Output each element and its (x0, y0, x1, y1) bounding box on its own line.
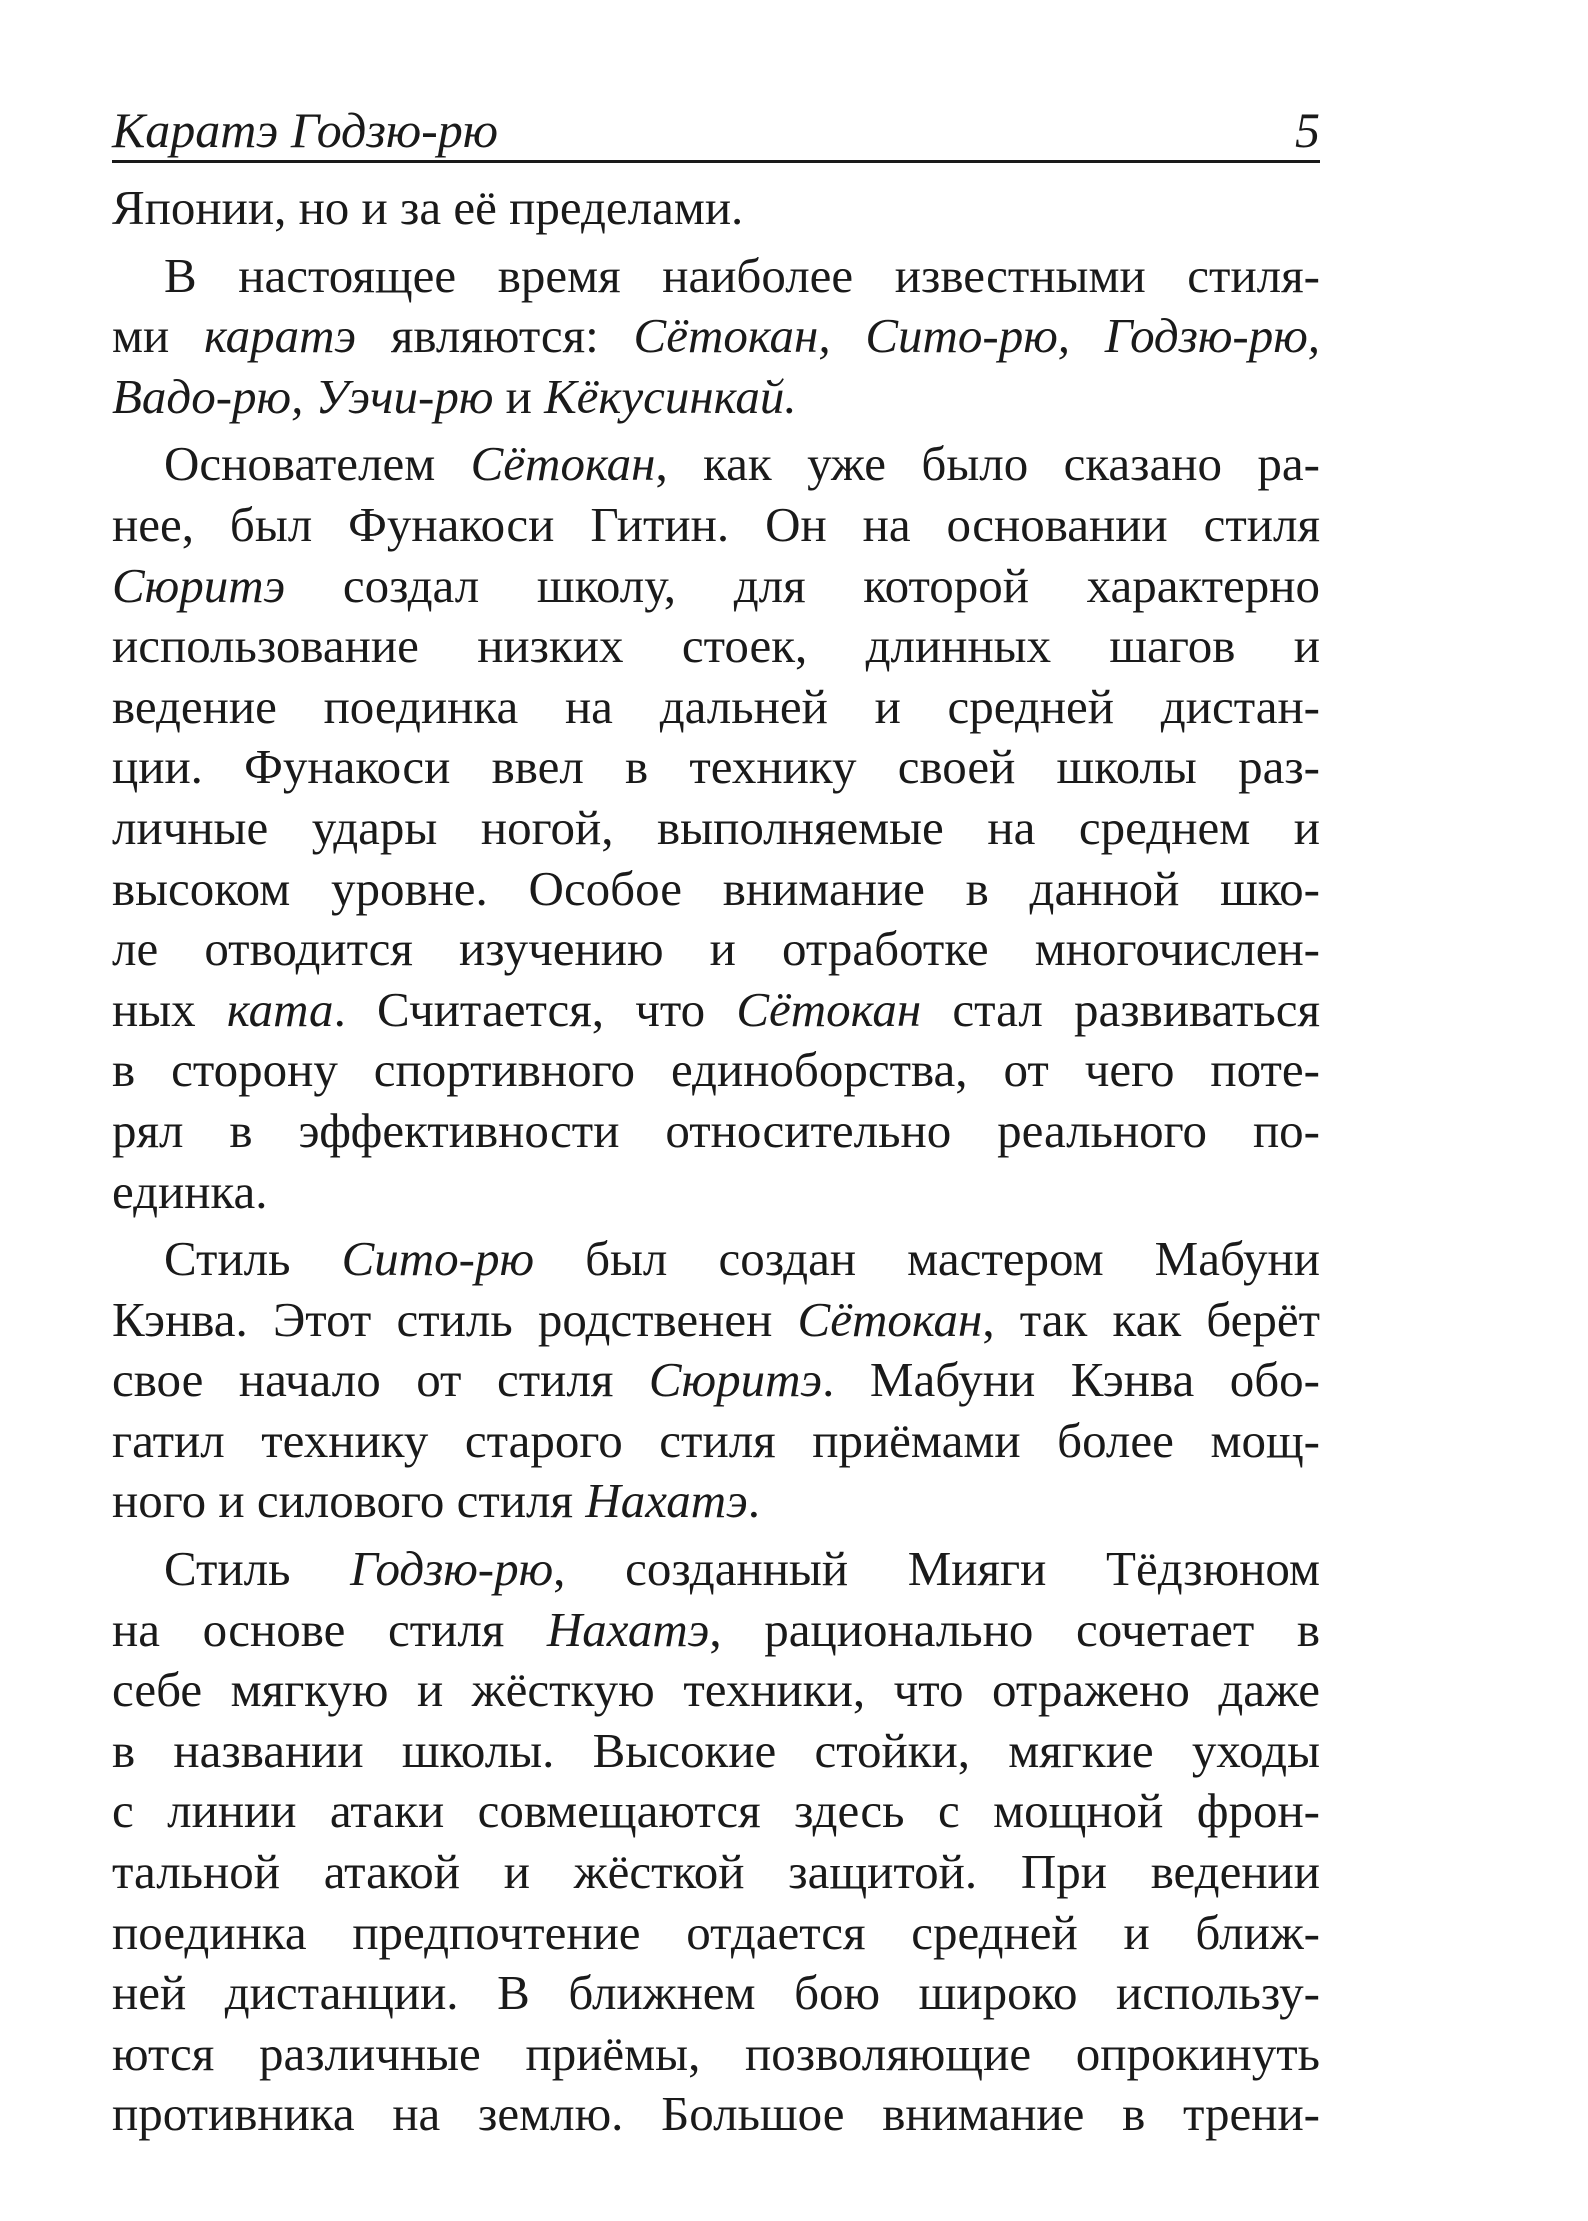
text-line: поединка предпочтение отдается средней и ближ- (112, 1904, 1320, 1960)
emphasis: Сюритэ (648, 1352, 823, 1408)
text-line: гатил технику старого стиля приёмами более мощ- (112, 1412, 1320, 1468)
text-line: Основателем Сётокан, как уже было сказано ра- (164, 436, 1320, 492)
emphasis: ката (226, 981, 334, 1037)
emphasis: Годзю-рю (350, 1541, 554, 1597)
text-line: ми каратэ являются: Сётокан, Сито-рю, Годзю-рю, (112, 308, 1320, 364)
emphasis: Нахатэ (585, 1473, 748, 1529)
text-line: рял в эффективности относительно реального по- (112, 1102, 1320, 1158)
text-line: ведение поединка на дальней и средней дистан- (112, 678, 1320, 734)
text-line: в названии школы. Высокие стойки, мягкие уходы (112, 1722, 1320, 1778)
running-title: Каратэ Годзю-рю (112, 102, 499, 158)
emphasis: Вадо-рю, Уэчи-рю (112, 368, 494, 424)
text-line: ных ката. Считается, что Сётокан стал развиваться (112, 981, 1321, 1037)
text-line: нее, был Фунакоси Гитин. Он на основании стиля (112, 496, 1320, 552)
text-line: Стиль Годзю-рю, созданный Мияги Тёдзюном (164, 1541, 1320, 1597)
text-line: личные удары ногой, выполняемые на среднем и (112, 799, 1320, 855)
text-line: единка. (112, 1163, 268, 1219)
emphasis: Кёкусинкай. (544, 368, 797, 424)
emphasis: Сюритэ (112, 557, 286, 613)
paragraph (112, 1539, 1320, 2145)
text-line: свое начало от стиля Сюритэ. Мабуни Кэнва обо- (112, 1352, 1320, 1408)
paragraph (112, 246, 1320, 428)
text-line: высоком уровне. Особое внимание в данной шко- (112, 860, 1320, 916)
text-line: использование низких стоек, длинных шагов и (112, 618, 1320, 674)
text-line: ле отводится изучению и отработке многочислен- (112, 921, 1320, 977)
text-line: в сторону спортивного единоборства, от чего поте- (112, 1042, 1320, 1098)
paragraph (112, 1229, 1320, 1532)
text-line: ней дистанции. В ближнем бою широко использу- (112, 1965, 1320, 2021)
emphasis: Сётокан, Сито-рю, Годзю-рю, (633, 308, 1320, 364)
paragraph (112, 434, 1320, 1222)
text-line: тальной атакой и жёсткой защитой. При ведении (112, 1844, 1320, 1900)
emphasis: Сётокан (470, 436, 656, 492)
emphasis: Сито-рю (341, 1231, 534, 1287)
emphasis: Сётокан (797, 1291, 983, 1347)
text-line: Стиль Сито-рю был создан мастером Мабуни (164, 1231, 1320, 1287)
emphasis: Сётокан (736, 981, 922, 1037)
page-body (112, 178, 1320, 2152)
page-number: 5 (1295, 102, 1320, 158)
text-line: ного и силового стиля Нахатэ. (112, 1473, 761, 1529)
running-header (112, 100, 1320, 163)
text-line: Кэнва. Этот стиль родственен Сётокан, так как берёт (112, 1291, 1320, 1347)
text-line: Вадо-рю, Уэчи-рю и Кёкусинкай. (112, 368, 797, 424)
paragraph (112, 178, 1320, 239)
text-line: ции. Фунакоси ввел в технику своей школы раз- (112, 739, 1320, 795)
text-line: на основе стиля Нахатэ, рационально сочетает в (112, 1601, 1320, 1657)
text-line: с линии атаки совмещаются здесь с мощной фрон- (112, 1783, 1320, 1839)
text-line: противника на землю. Большое внимание в трени- (112, 2086, 1320, 2142)
emphasis: каратэ (203, 308, 357, 364)
text-line: Сюритэ создал школу, для которой характерно (112, 557, 1320, 613)
text-line: ются различные приёмы, позволяющие опрокинуть (112, 2025, 1320, 2081)
text-line: В настоящее время наиболее известными стиля- (164, 247, 1320, 303)
text-line: себе мягкую и жёсткую техники, что отражено даже (112, 1662, 1320, 1718)
emphasis: Нахатэ (546, 1601, 710, 1657)
text-line: Японии, но и за её пределами. (112, 180, 744, 235)
